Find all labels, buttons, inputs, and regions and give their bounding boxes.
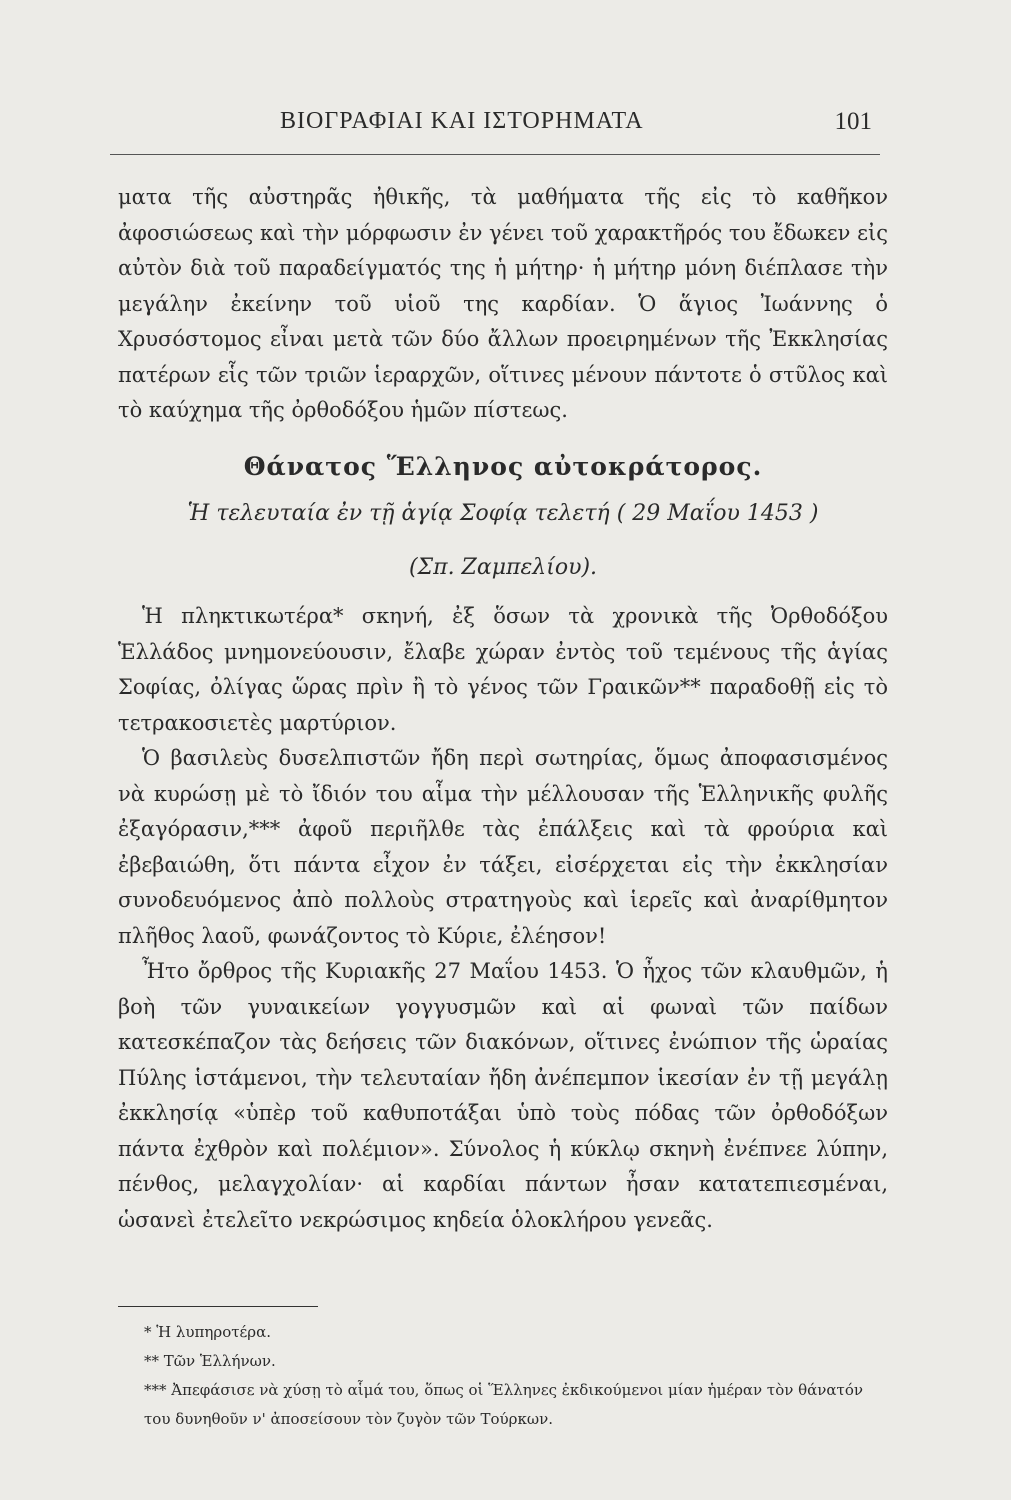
section-title: Θάνατος Ἕλληνος αὐτοκράτορος. (243, 451, 763, 481)
footnote-2: ** Τῶν Ἑλλήνων. (144, 1352, 276, 1370)
running-title: ΒΙΟΓΡΑΦΙΑΙ ΚΑΙ ΙΣΤΟΡΗΜΑΤΑ (280, 108, 644, 134)
intro-paragraph: ματα τῆς αὐστηρᾶς ἠθικῆς, τὰ μαθήματα τῆς εἰς τὸ καθῆκον ἀφοσιώσεως καὶ τὴν μόρφωσιν ἐν γένει τοῦ χαρακτῆρός του ἔδωκεν εἰς αὐτὸν διὰ τοῦ παραδείγματός της ἡ μήτηρ· ἡ μήτηρ μόνη διέπλασε τὴν μεγάλην ἐκείνην τοῦ υἱοῦ της καρδίαν. Ὁ ἅγιος Ἰωάννης ὁ Χρυσόστομος εἶναι μετὰ τῶν δύο ἄλλων προειρημένων τῆς Ἐκκλησίας πατέρων εἷς τῶν τριῶν ἱεραρχῶν, οἵτινες μένουν πάντοτε ὁ στῦλος καὶ τὸ καύχημα τῆς ὀρθοδόξου ἡμῶν πίστεως. (118, 185, 888, 422)
footnote-rule (118, 1306, 318, 1307)
page-header (110, 108, 880, 148)
page-number: 101 (834, 108, 872, 135)
section-author: (Σπ. Ζαμπελίου). (408, 554, 598, 580)
footnote-1: * Ἡ λυπηροτέρα. (144, 1323, 272, 1341)
section-subtitle: Ἡ τελευταία ἐν τῇ ἁγίᾳ Σοφίᾳ τελετή ( 29 Μαΐου 1453 ) (187, 501, 819, 526)
paragraph-3: Ἦτο ὄρθρος τῆς Κυριακῆς 27 Μαΐου 1453. Ὁ ἦχος τῶν κλαυθμῶν, ἡ βοὴ τῶν γυναικείων γογγυσμῶν καὶ αἱ φωναὶ τῶν παίδων κατεσκέπαζον τὰς δεήσεις τῶν διακόνων, οἵτινες ἐνώπιον τῆς ὡραίας Πύλης ἱστάμενοι, τὴν τελευταίαν ἤδη ἀνέπεμπον ἱκεσίαν ἐν τῇ μεγάλῃ ἐκκλησίᾳ «ὑπὲρ τοῦ καθυποτάξαι ὑπὸ τοὺς πόδας τῶν ὀρθοδόξων πάντα ἐχθρὸν καὶ πολέμιον». Σύνολος ἡ κύκλῳ σκηνὴ ἐνέπνεε λύπην, πένθος, μελαγχολίαν· αἱ καρδίαι πάντων ἦσαν κατατεπιεσμέναι, ὡσανεὶ ἐτελεῖτο νεκρώσιμος κηδεία ὁλοκλήρου γενεᾶς. (118, 959, 888, 1232)
paragraph-1: Ἡ πληκτικωτέρα* σκηνή, ἐξ ὅσων τὰ χρονικὰ τῆς Ὀρθοδόξου Ἑλλάδος μνημονεύουσιν, ἔλαβε χώραν ἐντὸς τοῦ τεμένους τῆς ἁγίας Σοφίας, ὀλίγας ὥρας πρὶν ἢ τὸ γένος τῶν Γραικῶν** παραδοθῇ εἰς τὸ τετρακοσιετὲς μαρτύριον. (118, 604, 888, 735)
paragraph-2: Ὁ βασιλεὺς δυσελπιστῶν ἤδη περὶ σωτηρίας, ὅμως ἀποφασισμένος νὰ κυρώσῃ μὲ τὸ ἴδιόν του αἷμα τὴν μέλλουσαν τῆς Ἑλληνικῆς φυλῆς ἐξαγόρασιν,*** ἀφοῦ περιῆλθε τὰς ἐπάλξεις καὶ τὰ φρούρια καὶ ἐβεβαιώθη, ὅτι πάντα εἶχον ἐν τάξει, εἰσέρχεται εἰς τὴν ἐκκλησίαν συνοδευόμενος ἀπὸ πολλοὺς στρατηγοὺς καὶ ἱερεῖς καὶ ἀναρίθμητον πλῆθος λαοῦ, φωνάζοντος τὸ Κύριε, ἐλέησον! (118, 746, 888, 948)
header-rule (110, 154, 880, 155)
footnote-3: *** Ἀπεφάσισε νὰ χύσῃ τὸ αἷμά του, ὅπως οἱ Ἕλληνες ἐκδικούμενοι μίαν ἡμέραν τὸν θάνατόν του δυνηθοῦν ν' ἀποσείσουν τὸν ζυγὸν τῶν Τούρκων. (144, 1381, 864, 1428)
body-text (118, 180, 888, 1238)
footnotes (118, 1318, 888, 1434)
